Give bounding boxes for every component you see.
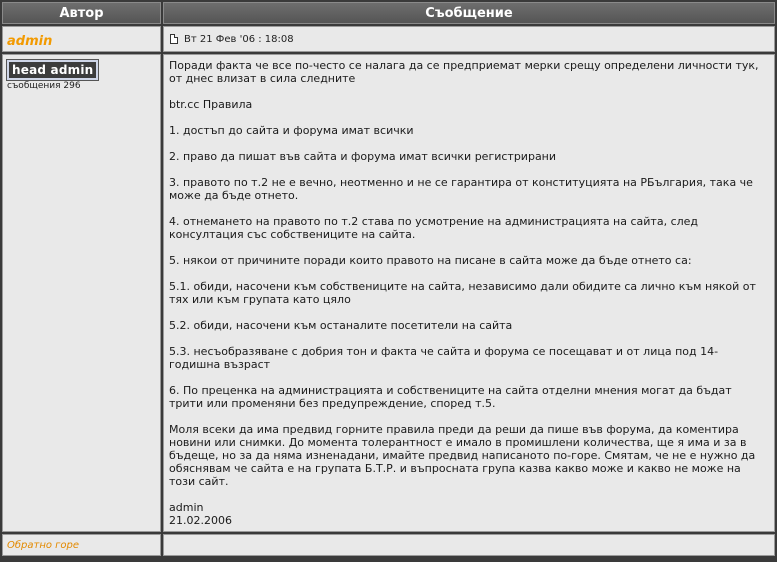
signature xyxy=(169,501,769,527)
post-document-icon[interactable] xyxy=(170,34,178,44)
signature-date: 21.02.2006 xyxy=(169,514,232,527)
back-to-top-link[interactable]: Обратно горе xyxy=(7,539,80,551)
message-paragraph: 5.2. обиди, насочени към останалите посетители на сайта xyxy=(169,319,513,332)
message-body xyxy=(163,54,775,532)
signature-name: admin xyxy=(169,501,204,514)
message-paragraph: Моля всеки да има предвид горните правила преди да реши да пише във форума, да коментира новини или снимки. До момента толерантност е имало в промишлени количества, ще я има и за в бъдеще, но за да няма изненадани, имайте предвид написаното по-горе. Смятам, че не е нужно да обяснявам че сайта е на групата Б.Т.Р. и въпросната група казва какво може и какво не може на този сайт. xyxy=(169,423,756,488)
message-paragraph: btr.cc Правила xyxy=(169,98,253,111)
post-footer-row xyxy=(2,534,775,556)
post-date: Вт 21 Фев '06 : 18:08 xyxy=(184,33,294,45)
message-paragraph: 5.1. обиди, насочени към собствениците на сайта, независимо дали обидите са лично към някой от тях или към групата като цяло xyxy=(169,280,756,306)
message-paragraph: 6. По преценка на администрацията и собствениците на сайта отделни мнения могат да бъдат трити или променяни без предупреждение, според т.5. xyxy=(169,384,732,410)
message-column-header: Съобщение xyxy=(163,2,775,24)
user-info-cell xyxy=(2,54,161,532)
message-paragraph: 5. някои от причините поради които правото на писане в сайта може да бъде отнето са: xyxy=(169,254,692,267)
message-paragraph: 3. правото по т.2 не е вечно, неотменно и не се гарантира от конституцията на РБългария, така че може да бъде отнето. xyxy=(169,176,753,202)
message-paragraph: 1. достъп до сайта и форума имат всички xyxy=(169,124,414,137)
post-meta-cell xyxy=(163,26,775,52)
bottom-spacer xyxy=(2,558,775,560)
table-header-row xyxy=(2,2,775,24)
post-body-row xyxy=(2,54,775,532)
message-paragraph: Поради факта че все по-често се налага да се предприемат мерки срещу определени личности тук, от днес влизат в сила следните xyxy=(169,59,759,85)
post-footer-empty-cell xyxy=(163,534,775,556)
message-paragraph: 4. отнемането на правото по т.2 става по усмотрение на администрацията на сайта, след консултация със собствениците на сайта. xyxy=(169,215,699,241)
author-name-cell xyxy=(2,26,161,52)
message-paragraph: 2. право да пишат във сайта и форума имат всички регистрирани xyxy=(169,150,557,163)
author-column-header: Автор xyxy=(2,2,161,24)
back-to-top-cell xyxy=(2,534,161,556)
message-paragraph: 5.3. несъобразяване с добрия тон и факта че сайта и форума се посещават и от лица под 14-годишна възраст xyxy=(169,345,719,371)
posts-count: съобщения 296 xyxy=(7,81,81,91)
rank-badge: head admin xyxy=(7,60,98,80)
post-meta-row xyxy=(2,26,775,52)
author-name[interactable]: admin xyxy=(7,33,53,49)
